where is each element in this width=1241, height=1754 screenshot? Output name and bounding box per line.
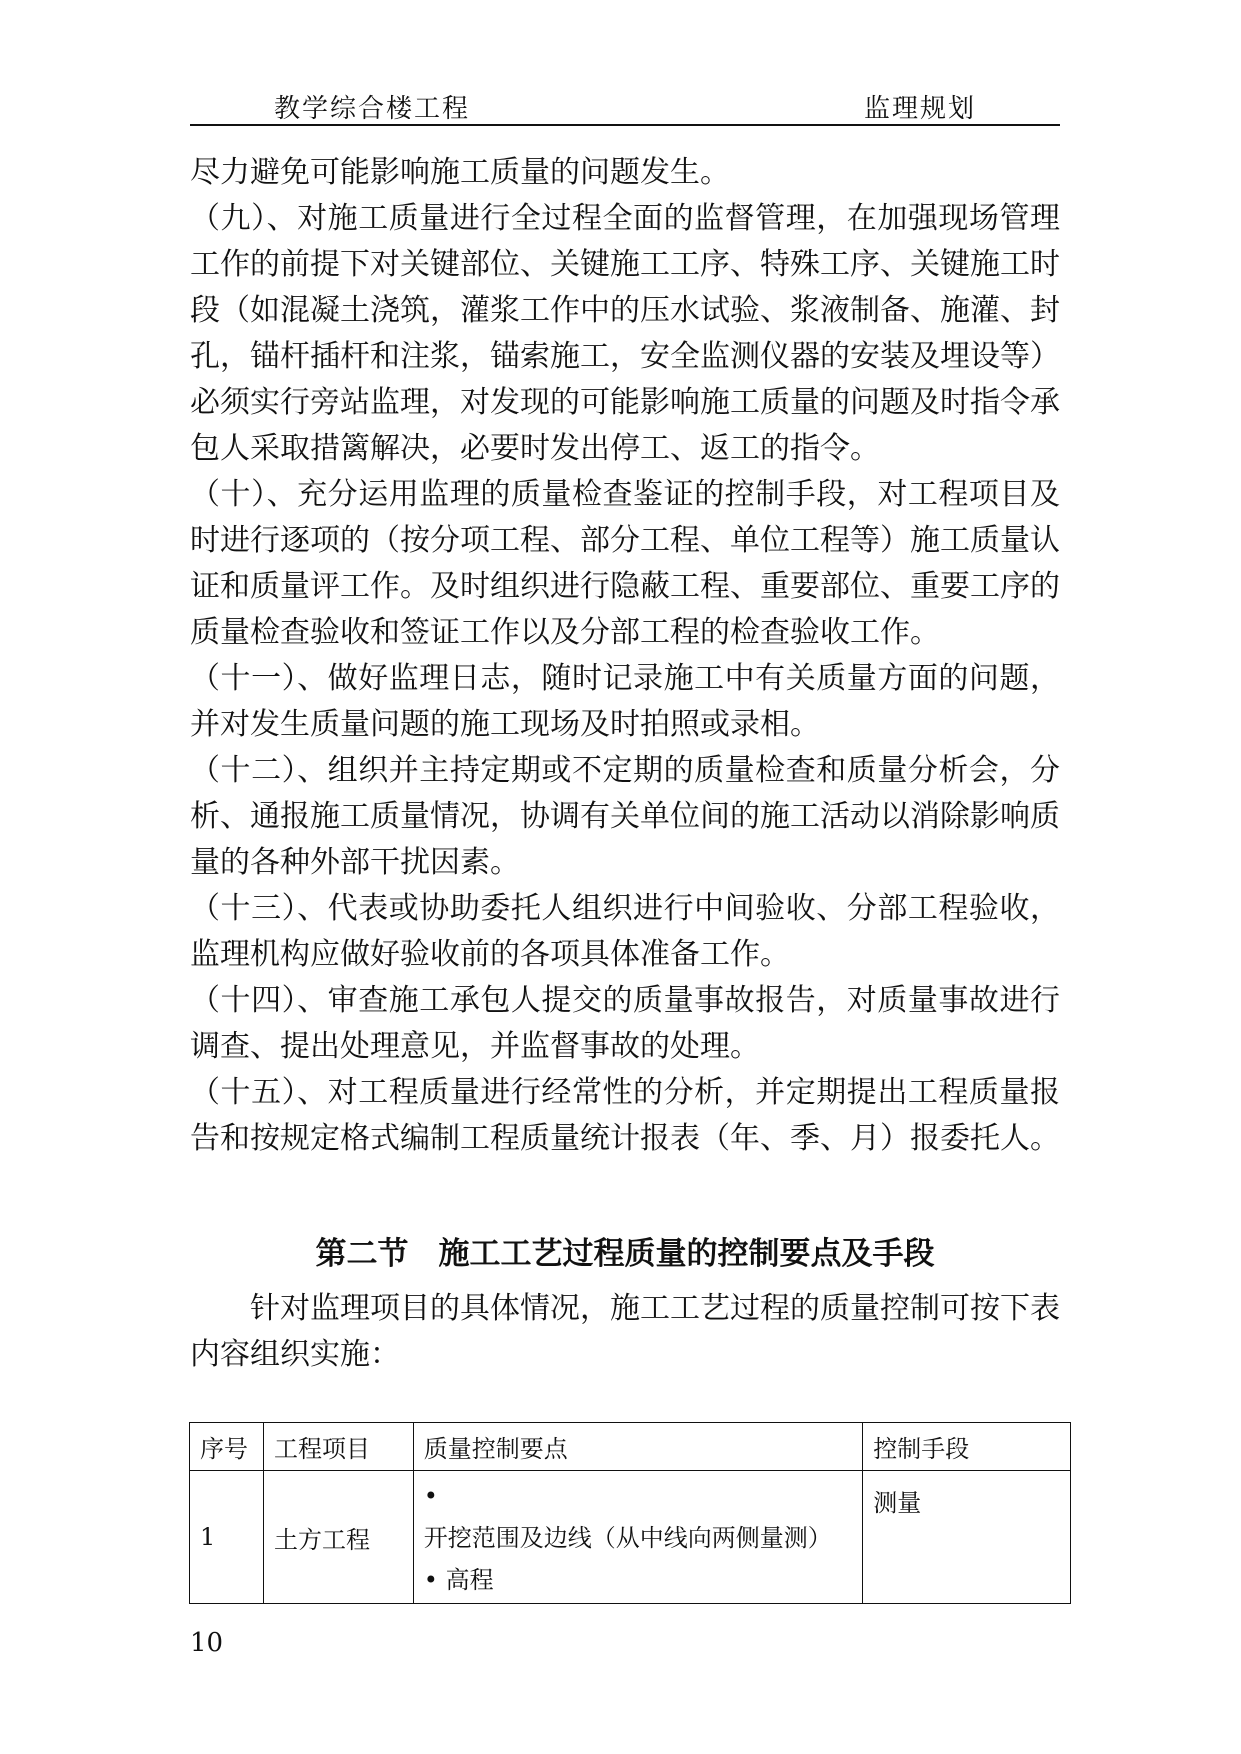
table-row — [190, 1471, 1071, 1604]
list-item: • 高程 — [424, 1559, 852, 1601]
section-intro: 针对监理项目的具体情况，施工工艺过程的质量控制可按下表内容组织实施： — [190, 1291, 1060, 1372]
paragraph: （九）、对施工质量进行全过程全面的监督管理，在加强现场管理工作的前提下对关键部位、关键施工工序、特殊工序、关键施工时段（如混凝土浇筑，灌浆工作中的压水试验、浆液制备、施灌、封孔，锚杆插杆和注浆，锚索施工，安全监测仪器的安装及埋设等）必须实行旁站监理，对发现的可能影响施工质量的问题及时指令承包人采取措篱解决，必要时发出停工、返工的指令。 — [190, 201, 1060, 466]
header-cell-no: 序号 — [190, 1423, 264, 1471]
header-cell-item: 工程项目 — [263, 1423, 413, 1471]
section-heading — [190, 1228, 1060, 1273]
page-header — [190, 78, 1060, 126]
quality-control-table — [189, 1422, 1071, 1604]
section-number: 第二节 — [315, 1236, 409, 1272]
page-number: 10 — [190, 1628, 224, 1658]
header-project-title: 教学综合楼工程 — [274, 94, 471, 124]
paragraph: 尽力避免可能影响施工质量的问题发生。 — [190, 155, 730, 190]
paragraph: （十一）、做好监理日志，随时记录施工中有关质量方面的问题，并对发生质量问题的施工现场及时拍照或录相。 — [190, 661, 1060, 742]
cell-means: 测量 — [863, 1471, 1071, 1604]
cell-points — [413, 1471, 862, 1604]
table-header-row — [190, 1423, 1071, 1471]
body-text — [190, 150, 1060, 1162]
header-document-type: 监理规划 — [863, 94, 976, 124]
section-title: 施工工艺过程质量的控制要点及手段 — [438, 1236, 935, 1272]
paragraph: （十二）、组织并主持定期或不定期的质量检查和质量分析会，分析、通报施工质量情况，协调有关单位间的施工活动以消除影响质量的各种外部干扰因素。 — [190, 753, 1060, 880]
paragraph: （十五）、对工程质量进行经常性的分析，并定期提出工程质量报告和按规定格式编制工程质量统计报表（年、季、月）报委托人。 — [190, 1075, 1060, 1156]
list-item: • 开挖范围及边线（从中线向两侧量测） — [424, 1475, 852, 1559]
paragraph: （十三）、代表或协助委托人组织进行中间验收、分部工程验收，监理机构应做好验收前的各项具体准备工作。 — [190, 891, 1060, 972]
header-cell-points: 质量控制要点 — [413, 1423, 862, 1471]
paragraph: （十）、充分运用监理的质量检查鉴证的控制手段，对工程项目及时进行逐项的（按分项工程、部分工程、单位工程等）施工质量认证和质量评工作。及时组织进行隐蔽工程、重要部位、重要工序的质量检查验收和签证工作以及分部工程的检查验收工作。 — [190, 477, 1060, 650]
cell-no: 1 — [190, 1471, 264, 1604]
cell-item: 土方工程 — [263, 1471, 413, 1604]
header-cell-means: 控制手段 — [863, 1423, 1071, 1471]
paragraph: （十四）、审查施工承包人提交的质量事故报告，对质量事故进行调查、提出处理意见，并监督事故的处理。 — [190, 983, 1060, 1064]
